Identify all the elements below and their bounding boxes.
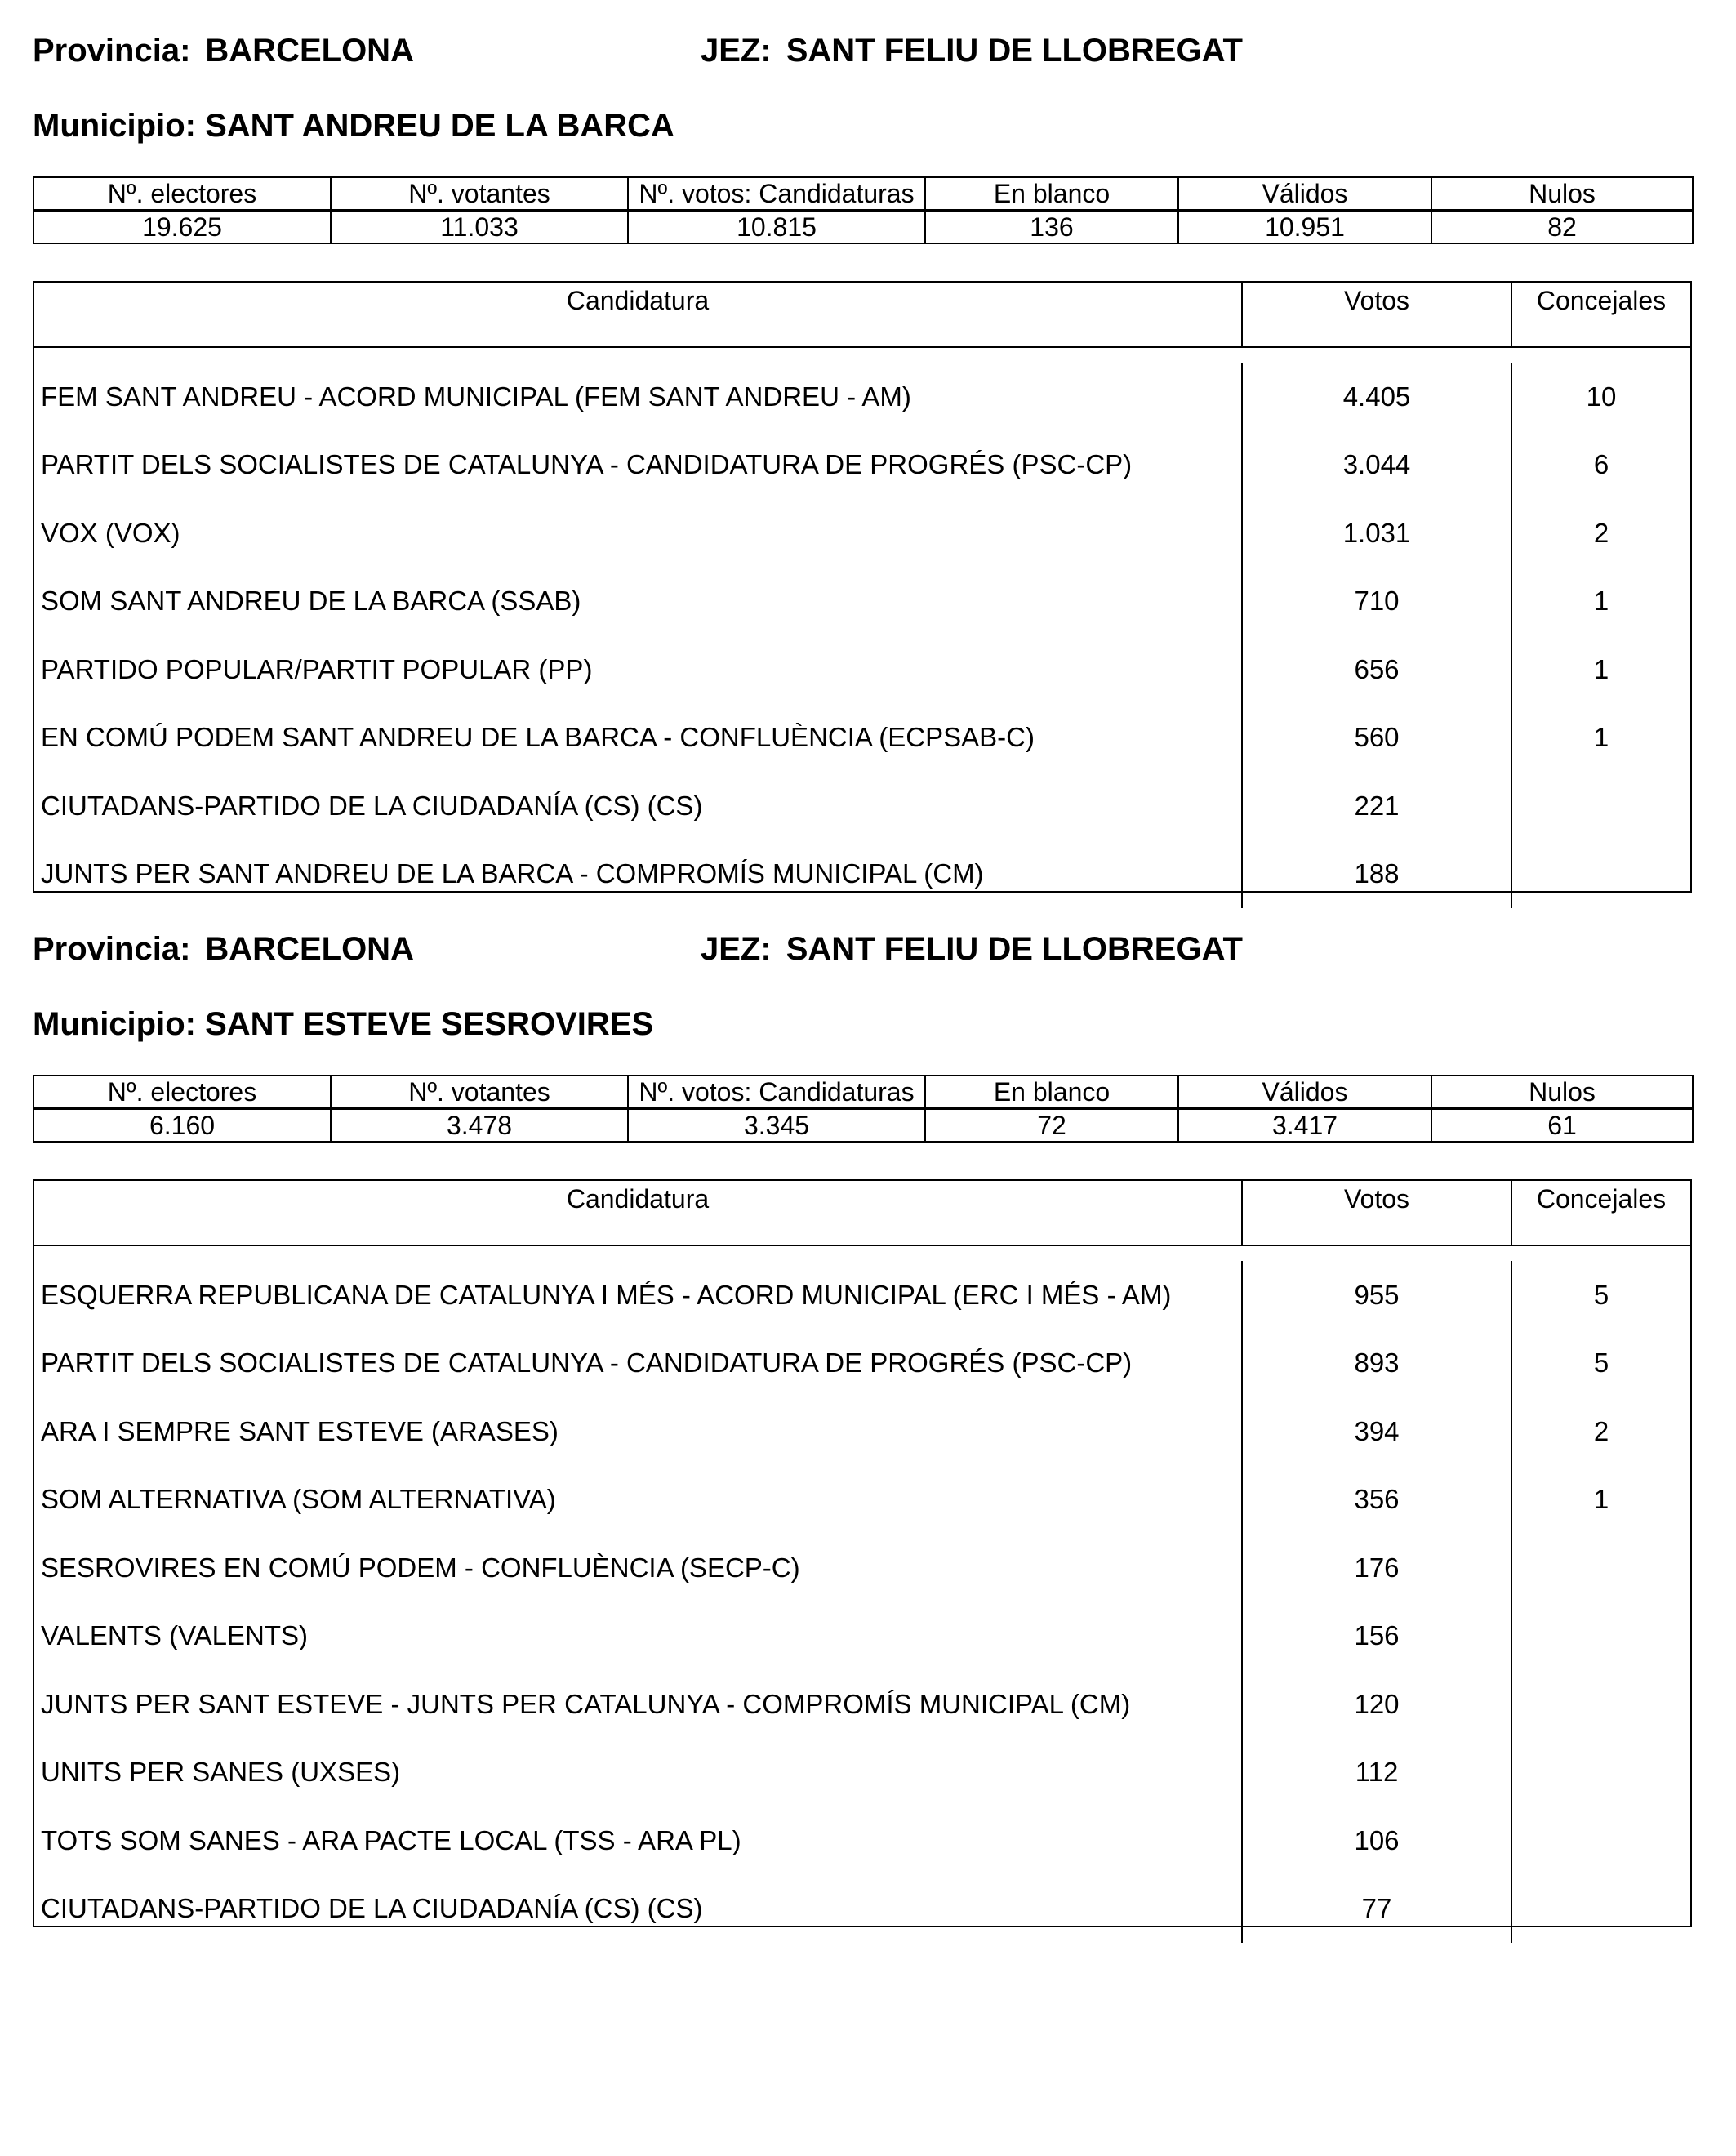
candidatura-concejales: 5	[1593, 1348, 1609, 1379]
municipio-label: Municipio:	[33, 108, 196, 144]
provincia-heading	[33, 929, 414, 969]
candidatura-concejales	[1512, 1875, 1690, 1944]
table-row	[34, 1739, 1690, 1807]
summary-value-en-blanco: 136	[925, 211, 1178, 244]
candidatura-concejales	[1512, 772, 1690, 840]
provincia-label: Provincia:	[33, 33, 191, 69]
table-row	[34, 568, 1690, 636]
table-row	[34, 1534, 1690, 1602]
provincia-heading	[33, 31, 414, 70]
jez-label: JEZ:	[701, 33, 772, 69]
summary-header-validos: Válidos	[1178, 177, 1431, 211]
summary-header-electores: Nº. electores	[33, 177, 331, 211]
summary-value-votos-candidaturas: 10.815	[628, 211, 925, 244]
candidatura-name: CIUTADANS-PARTIDO DE LA CIUDADANÍA (CS) (CS)	[34, 772, 1243, 840]
candidatura-votos: 4.405	[1243, 363, 1512, 431]
summary-header-electores: Nº. electores	[33, 1076, 331, 1109]
municipio-label: Municipio:	[33, 1006, 196, 1042]
municipio-heading	[33, 1004, 653, 1044]
municipio-value: SANT ANDREU DE LA BARCA	[205, 108, 674, 144]
summary-value-votantes: 3.478	[331, 1109, 628, 1143]
table-row	[34, 363, 1690, 431]
jez-value: SANT FELIU DE LLOBREGAT	[786, 931, 1243, 967]
summary-value-row	[33, 1109, 1693, 1143]
provincia-label: Provincia:	[33, 931, 191, 967]
candidatura-votos: 656	[1243, 635, 1512, 704]
candidatura-votos: 77	[1243, 1875, 1512, 1944]
candidatura-votos: 221	[1243, 772, 1512, 840]
candidatura-votos: 156	[1243, 1602, 1512, 1671]
summary-header-votantes: Nº. votantes	[331, 177, 628, 211]
header-concejales: Concejales	[1536, 286, 1667, 315]
candidatura-votos: 356	[1243, 1466, 1512, 1535]
provincia-value: BARCELONA	[205, 931, 414, 967]
jez-heading	[701, 929, 1243, 969]
header-candidatura: Candidatura	[34, 1181, 1243, 1245]
candidatura-name: EN COMÚ PODEM SANT ANDREU DE LA BARCA - CONFLUÈNCIA (ECPSAB-C)	[34, 704, 1243, 773]
header-candidatura: Candidatura	[34, 283, 1243, 346]
candidatura-name: VOX (VOX)	[34, 499, 1243, 568]
header-votos: Votos	[1243, 1181, 1512, 1245]
candidatura-votos: 560	[1243, 704, 1512, 773]
summary-header-votos-candidaturas: Nº. votos: Candidaturas	[628, 1076, 925, 1109]
candidatura-votos: 112	[1243, 1739, 1512, 1807]
candidatura-votos: 955	[1243, 1261, 1512, 1330]
candidatura-votos: 106	[1243, 1806, 1512, 1875]
summary-value-row	[33, 211, 1693, 244]
summary-value-votantes: 11.033	[331, 211, 628, 244]
table-row	[34, 1466, 1690, 1535]
summary-value-electores: 19.625	[33, 211, 331, 244]
summary-header-votantes: Nº. votantes	[331, 1076, 628, 1109]
candidatura-name: SOM SANT ANDREU DE LA BARCA (SSAB)	[34, 568, 1243, 636]
candidatura-concejales: 1	[1593, 722, 1609, 753]
candidatura-votos: 893	[1243, 1330, 1512, 1398]
candidatura-name: CIUTADANS-PARTIDO DE LA CIUDADANÍA (CS) (CS)	[34, 1875, 1243, 1944]
candidatura-concejales: 1	[1593, 653, 1609, 684]
candidatura-concejales: 1	[1593, 586, 1609, 617]
table-row	[34, 499, 1690, 568]
jez-label: JEZ:	[701, 931, 772, 967]
candidatura-votos: 188	[1243, 840, 1512, 909]
summary-value-nulos: 61	[1431, 1109, 1693, 1143]
table-row	[34, 431, 1690, 500]
summary-header-en-blanco: En blanco	[925, 1076, 1178, 1109]
candidatura-concejales	[1512, 1739, 1690, 1807]
candidatura-name: ESQUERRA REPUBLICANA DE CATALUNYA I MÉS - ACORD MUNICIPAL (ERC I MÉS - AM)	[34, 1261, 1243, 1330]
candidatura-concejales: 10	[1586, 381, 1617, 412]
table-row	[34, 635, 1690, 704]
candidatura-votos: 176	[1243, 1534, 1512, 1602]
candidatura-name: PARTIT DELS SOCIALISTES DE CATALUNYA - CANDIDATURA DE PROGRÉS (PSC-CP)	[34, 1330, 1243, 1398]
jez-heading	[701, 31, 1243, 70]
municipality-section	[33, 898, 1692, 1960]
candidatura-concejales: 6	[1593, 449, 1609, 480]
candidaturas-header-row	[34, 1181, 1690, 1246]
provincia-value: BARCELONA	[205, 33, 414, 69]
table-row	[34, 1602, 1690, 1671]
candidatura-concejales	[1512, 1534, 1690, 1602]
municipality-section	[33, 0, 1692, 898]
candidatura-votos: 710	[1243, 568, 1512, 636]
summary-table	[33, 176, 1694, 244]
candidatura-concejales: 2	[1593, 517, 1609, 548]
summary-header-nulos: Nulos	[1431, 1076, 1693, 1109]
table-row	[34, 1875, 1690, 1944]
municipio-heading	[33, 106, 674, 145]
candidatura-name: SESROVIRES EN COMÚ PODEM - CONFLUÈNCIA (SECP-C)	[34, 1534, 1243, 1602]
table-row	[34, 1806, 1690, 1875]
summary-value-validos: 10.951	[1178, 211, 1431, 244]
candidatura-votos: 394	[1243, 1397, 1512, 1466]
summary-table	[33, 1075, 1694, 1143]
candidatura-name: PARTIDO POPULAR/PARTIT POPULAR (PP)	[34, 635, 1243, 704]
candidatura-concejales	[1512, 1670, 1690, 1739]
candidatura-name: VALENTS (VALENTS)	[34, 1602, 1243, 1671]
candidatura-name: JUNTS PER SANT ANDREU DE LA BARCA - COMPROMÍS MUNICIPAL (CM)	[34, 840, 1243, 909]
summary-value-nulos: 82	[1431, 211, 1693, 244]
table-row	[34, 1670, 1690, 1739]
candidatura-votos: 120	[1243, 1670, 1512, 1739]
candidatura-name: PARTIT DELS SOCIALISTES DE CATALUNYA - CANDIDATURA DE PROGRÉS (PSC-CP)	[34, 431, 1243, 500]
summary-value-electores: 6.160	[33, 1109, 331, 1143]
candidatura-name: ARA I SEMPRE SANT ESTEVE (ARASES)	[34, 1397, 1243, 1466]
table-row	[34, 1261, 1690, 1330]
summary-header-row	[33, 1076, 1693, 1109]
summary-header-en-blanco: En blanco	[925, 177, 1178, 211]
candidatura-name: SOM ALTERNATIVA (SOM ALTERNATIVA)	[34, 1466, 1243, 1535]
table-row	[34, 704, 1690, 773]
summary-value-votos-candidaturas: 3.345	[628, 1109, 925, 1143]
candidatura-concejales: 2	[1593, 1415, 1609, 1446]
summary-header-nulos: Nulos	[1431, 177, 1693, 211]
table-row	[34, 1397, 1690, 1466]
candidaturas-table	[33, 281, 1692, 893]
candidatura-name: JUNTS PER SANT ESTEVE - JUNTS PER CATALUNYA - COMPROMÍS MUNICIPAL (CM)	[34, 1670, 1243, 1739]
candidatura-name: TOTS SOM SANES - ARA PACTE LOCAL (TSS - ARA PL)	[34, 1806, 1243, 1875]
table-row	[34, 772, 1690, 840]
summary-value-validos: 3.417	[1178, 1109, 1431, 1143]
candidatura-concejales	[1512, 1602, 1690, 1671]
table-row	[34, 1330, 1690, 1398]
header-votos: Votos	[1243, 283, 1512, 346]
candidaturas-table	[33, 1179, 1692, 1927]
municipio-value: SANT ESTEVE SESROVIRES	[205, 1006, 654, 1042]
jez-value: SANT FELIU DE LLOBREGAT	[786, 33, 1243, 69]
candidatura-concejales: 5	[1593, 1279, 1609, 1310]
summary-value-en-blanco: 72	[925, 1109, 1178, 1143]
header-concejales: Concejales	[1536, 1184, 1667, 1214]
candidatura-name: FEM SANT ANDREU - ACORD MUNICIPAL (FEM SANT ANDREU - AM)	[34, 363, 1243, 431]
candidatura-concejales: 1	[1593, 1484, 1609, 1515]
candidaturas-header-row	[34, 283, 1690, 348]
summary-header-row	[33, 177, 1693, 211]
candidatura-concejales	[1512, 1806, 1690, 1875]
candidatura-name: UNITS PER SANES (UXSES)	[34, 1739, 1243, 1807]
summary-header-votos-candidaturas: Nº. votos: Candidaturas	[628, 177, 925, 211]
candidatura-votos: 3.044	[1243, 431, 1512, 500]
candidatura-votos: 1.031	[1243, 499, 1512, 568]
summary-header-validos: Válidos	[1178, 1076, 1431, 1109]
